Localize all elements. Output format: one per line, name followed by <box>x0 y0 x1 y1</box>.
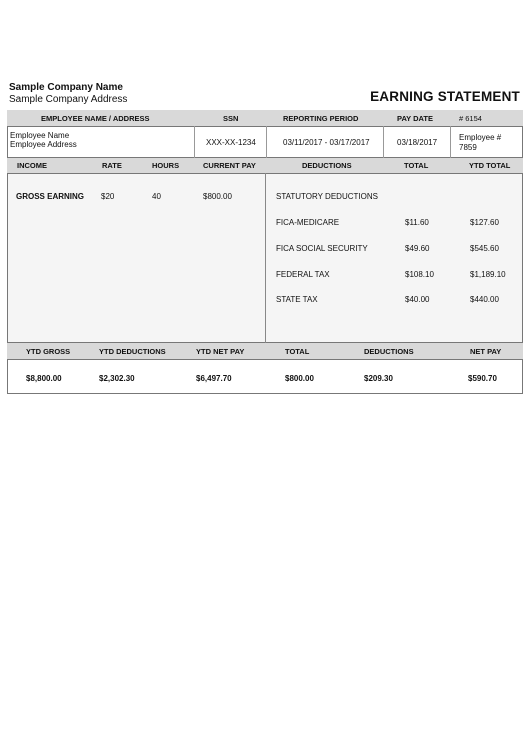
summary-total-value: $800.00 <box>285 374 314 383</box>
pay-date-value: 03/18/2017 <box>397 138 438 147</box>
header-ssn: SSN <box>223 114 239 123</box>
rate-value: $20 <box>101 192 115 201</box>
employee-number: 7859 <box>459 143 477 152</box>
employee-number-label: Employee # <box>459 133 502 142</box>
deduction-ytd: $127.60 <box>470 218 499 227</box>
header-period: REPORTING PERIOD <box>283 114 359 123</box>
period-value: 03/11/2017 - 03/17/2017 <box>283 138 370 147</box>
summary-header-row <box>7 343 523 359</box>
statutory-deductions-title: STATUTORY DEDUCTIONS <box>276 192 378 201</box>
header-rate: RATE <box>102 161 122 170</box>
header-pay-date: PAY DATE <box>397 114 433 123</box>
summary-row <box>7 359 523 394</box>
summary-deductions-value: $209.30 <box>364 374 393 383</box>
hours-value: 40 <box>152 192 161 201</box>
divider <box>194 126 195 158</box>
header-total: TOTAL <box>404 161 429 170</box>
deduction-name: FICA-MEDICARE <box>276 218 340 227</box>
divider <box>266 126 267 158</box>
deduction-total: $40.00 <box>405 295 430 304</box>
header-summary-total: TOTAL <box>285 347 310 356</box>
header-income: INCOME <box>17 161 47 170</box>
document-title: EARNING STATEMENT <box>370 89 520 104</box>
company-address: Sample Company Address <box>9 94 128 105</box>
header-employee: EMPLOYEE NAME / ADDRESS <box>41 114 150 123</box>
deduction-ytd: $440.00 <box>470 295 499 304</box>
header-deductions: DEDUCTIONS <box>302 161 352 170</box>
info-row <box>7 126 523 158</box>
divider <box>265 173 266 343</box>
company-name: Sample Company Name <box>9 82 123 93</box>
header-ytd-total: YTD TOTAL <box>469 161 511 170</box>
gross-earning-label: GROSS EARNING <box>16 192 85 201</box>
deduction-name: FICA SOCIAL SECURITY <box>276 244 368 253</box>
deduction-name: FEDERAL TAX <box>276 270 330 279</box>
ssn-value: XXX-XX-1234 <box>206 138 256 147</box>
detail-header-row <box>7 158 523 173</box>
header-ytd-deductions: YTD DEDUCTIONS <box>99 347 166 356</box>
deduction-ytd: $545.60 <box>470 244 499 253</box>
header-ytd-gross: YTD GROSS <box>26 347 71 356</box>
header-summary-deductions: DEDUCTIONS <box>364 347 414 356</box>
employee-address: Employee Address <box>10 140 77 149</box>
header-check-number: # 6154 <box>459 114 482 123</box>
info-header-row <box>7 110 523 126</box>
deduction-total: $49.60 <box>405 244 430 253</box>
header-hours: HOURS <box>152 161 180 170</box>
divider <box>383 126 384 158</box>
header-ytd-net-pay: YTD NET PAY <box>196 347 245 356</box>
net-pay-value: $590.70 <box>468 374 497 383</box>
ytd-net-pay-value: $6,497.70 <box>196 374 232 383</box>
divider <box>450 126 451 158</box>
deduction-name: STATE TAX <box>276 295 318 304</box>
deduction-total: $11.60 <box>405 218 429 227</box>
deduction-total: $108.10 <box>405 270 434 279</box>
ytd-deductions-value: $2,302.30 <box>99 374 135 383</box>
current-pay-value: $800.00 <box>203 192 232 201</box>
employee-name: Employee Name <box>10 131 70 140</box>
header-current-pay: CURRENT PAY <box>203 161 256 170</box>
header-net-pay: NET PAY <box>470 347 502 356</box>
deduction-ytd: $1,189.10 <box>470 270 506 279</box>
ytd-gross-value: $8,800.00 <box>26 374 62 383</box>
